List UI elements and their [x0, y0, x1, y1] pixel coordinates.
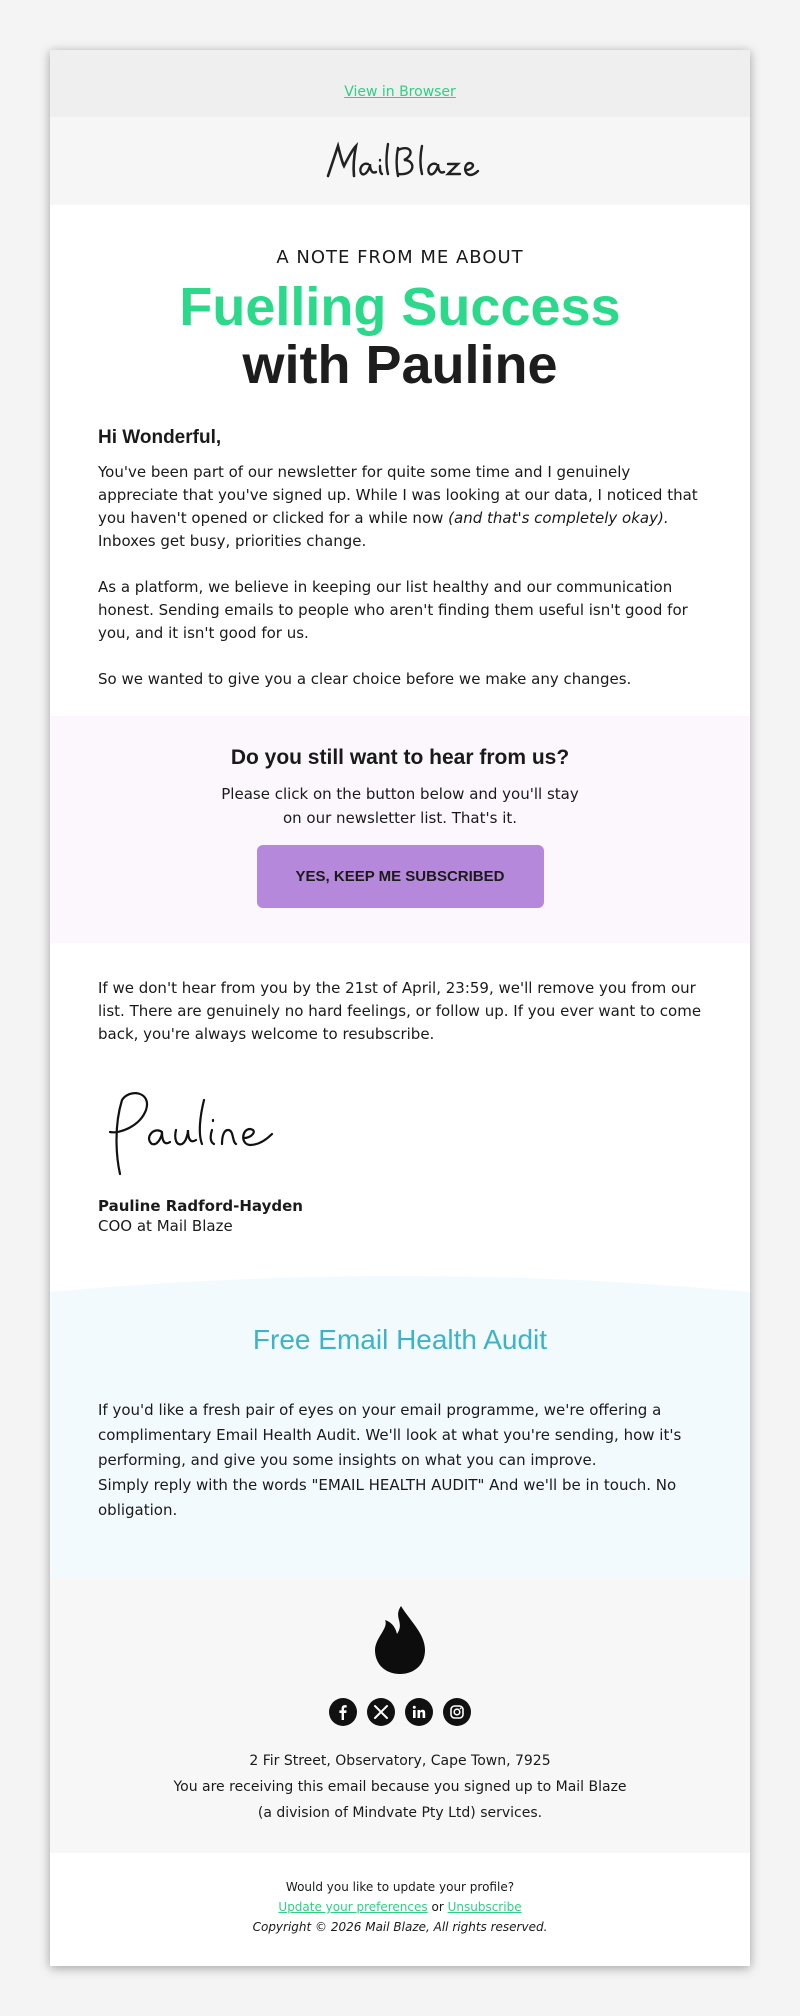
preference-links [50, 1897, 750, 1917]
x-icon[interactable] [367, 1698, 395, 1726]
closing-text: If we don't hear from you by the 21st of April, 23:59, we'll remove you from our list. There are genuinely no hard feelings, or follow up. If you ever want to come back, you're always welcome to resubscribe. [98, 979, 702, 1043]
unsubscribe-link[interactable]: Unsubscribe [447, 1900, 522, 1914]
view-in-browser-link[interactable]: View in Browser [344, 84, 456, 100]
signature [100, 1086, 750, 1181]
flame-icon [371, 1604, 429, 1676]
paragraph-1: You've been part of our newsletter for quite some time and I genuinely appreciate that you've signed up. While I was looking at our data, I noticed that you haven't opened or clicked for a while now (and that's completely okay). Inboxes get busy, priorities change. [98, 463, 698, 550]
audit-section [50, 1274, 750, 1578]
greeting: Hi Wonderful, [98, 427, 222, 448]
email-card [50, 50, 750, 1966]
update-preferences-link[interactable]: Update your preferences [278, 1900, 428, 1914]
audit-text: If you'd like a fresh pair of eyes on your email programme, we're offering a complimentary Email Health Audit. We'll look at what you're sending, how it's performing, and give you some insights on what you can improve. Simply reply with the words "EMAIL HEALTH AUDIT" And we'll be in touch. No obligation. [98, 1401, 682, 1519]
reason-line-2: (a division of Mindvate Pty Ltd) services. [257, 1805, 543, 1821]
audit-title: Free Email Health Audit [252, 1324, 548, 1355]
profile-question: Would you like to update your profile? [285, 1880, 515, 1894]
address-line: 2 Fir Street, Observatory, Cape Town, 7925 [249, 1753, 551, 1769]
top-bar [50, 50, 750, 117]
copyright: Copyright © 2026 Mail Blaze, All rights reserved. [252, 1920, 548, 1934]
letter-body [50, 394, 750, 691]
paragraph-3: So we wanted to give you a clear choice before we make any changes. [98, 670, 632, 688]
cta-subtext: Please click on the button below and you'll stay on our newsletter list. That's it. [221, 785, 579, 827]
logo-band [50, 117, 750, 205]
paragraph-2: As a platform, we believe in keeping our list healthy and our communication honest. Sending emails to people who aren't finding them useful isn't good for you, and it isn't good for us. [98, 578, 688, 642]
footer [50, 1578, 750, 1853]
kicker: A NOTE FROM ME ABOUT [276, 247, 524, 268]
signer-role: COO at Mail Blaze [98, 1217, 233, 1235]
facebook-icon[interactable] [329, 1698, 357, 1726]
signature-image [100, 1086, 280, 1181]
headline-line-2: with Pauline [242, 335, 558, 395]
cta-section [50, 716, 750, 943]
intro [50, 205, 750, 394]
reason-line-1: You are receiving this email because you signed up to Mail Blaze [173, 1779, 627, 1795]
headline-line-1: Fuelling Success [179, 277, 621, 337]
footer-address [50, 1748, 750, 1826]
legal-section [50, 1853, 750, 1937]
instagram-icon[interactable] [443, 1698, 471, 1726]
or-text: or [431, 1900, 444, 1914]
signer-name: Pauline Radford-Hayden [98, 1197, 303, 1215]
cta-question: Do you still want to hear from us? [230, 746, 570, 769]
social-links [50, 1698, 750, 1726]
linkedin-icon[interactable] [405, 1698, 433, 1726]
mailblaze-logo [320, 136, 480, 186]
keep-subscribed-button[interactable]: YES, KEEP ME SUBSCRIBED [257, 845, 544, 908]
